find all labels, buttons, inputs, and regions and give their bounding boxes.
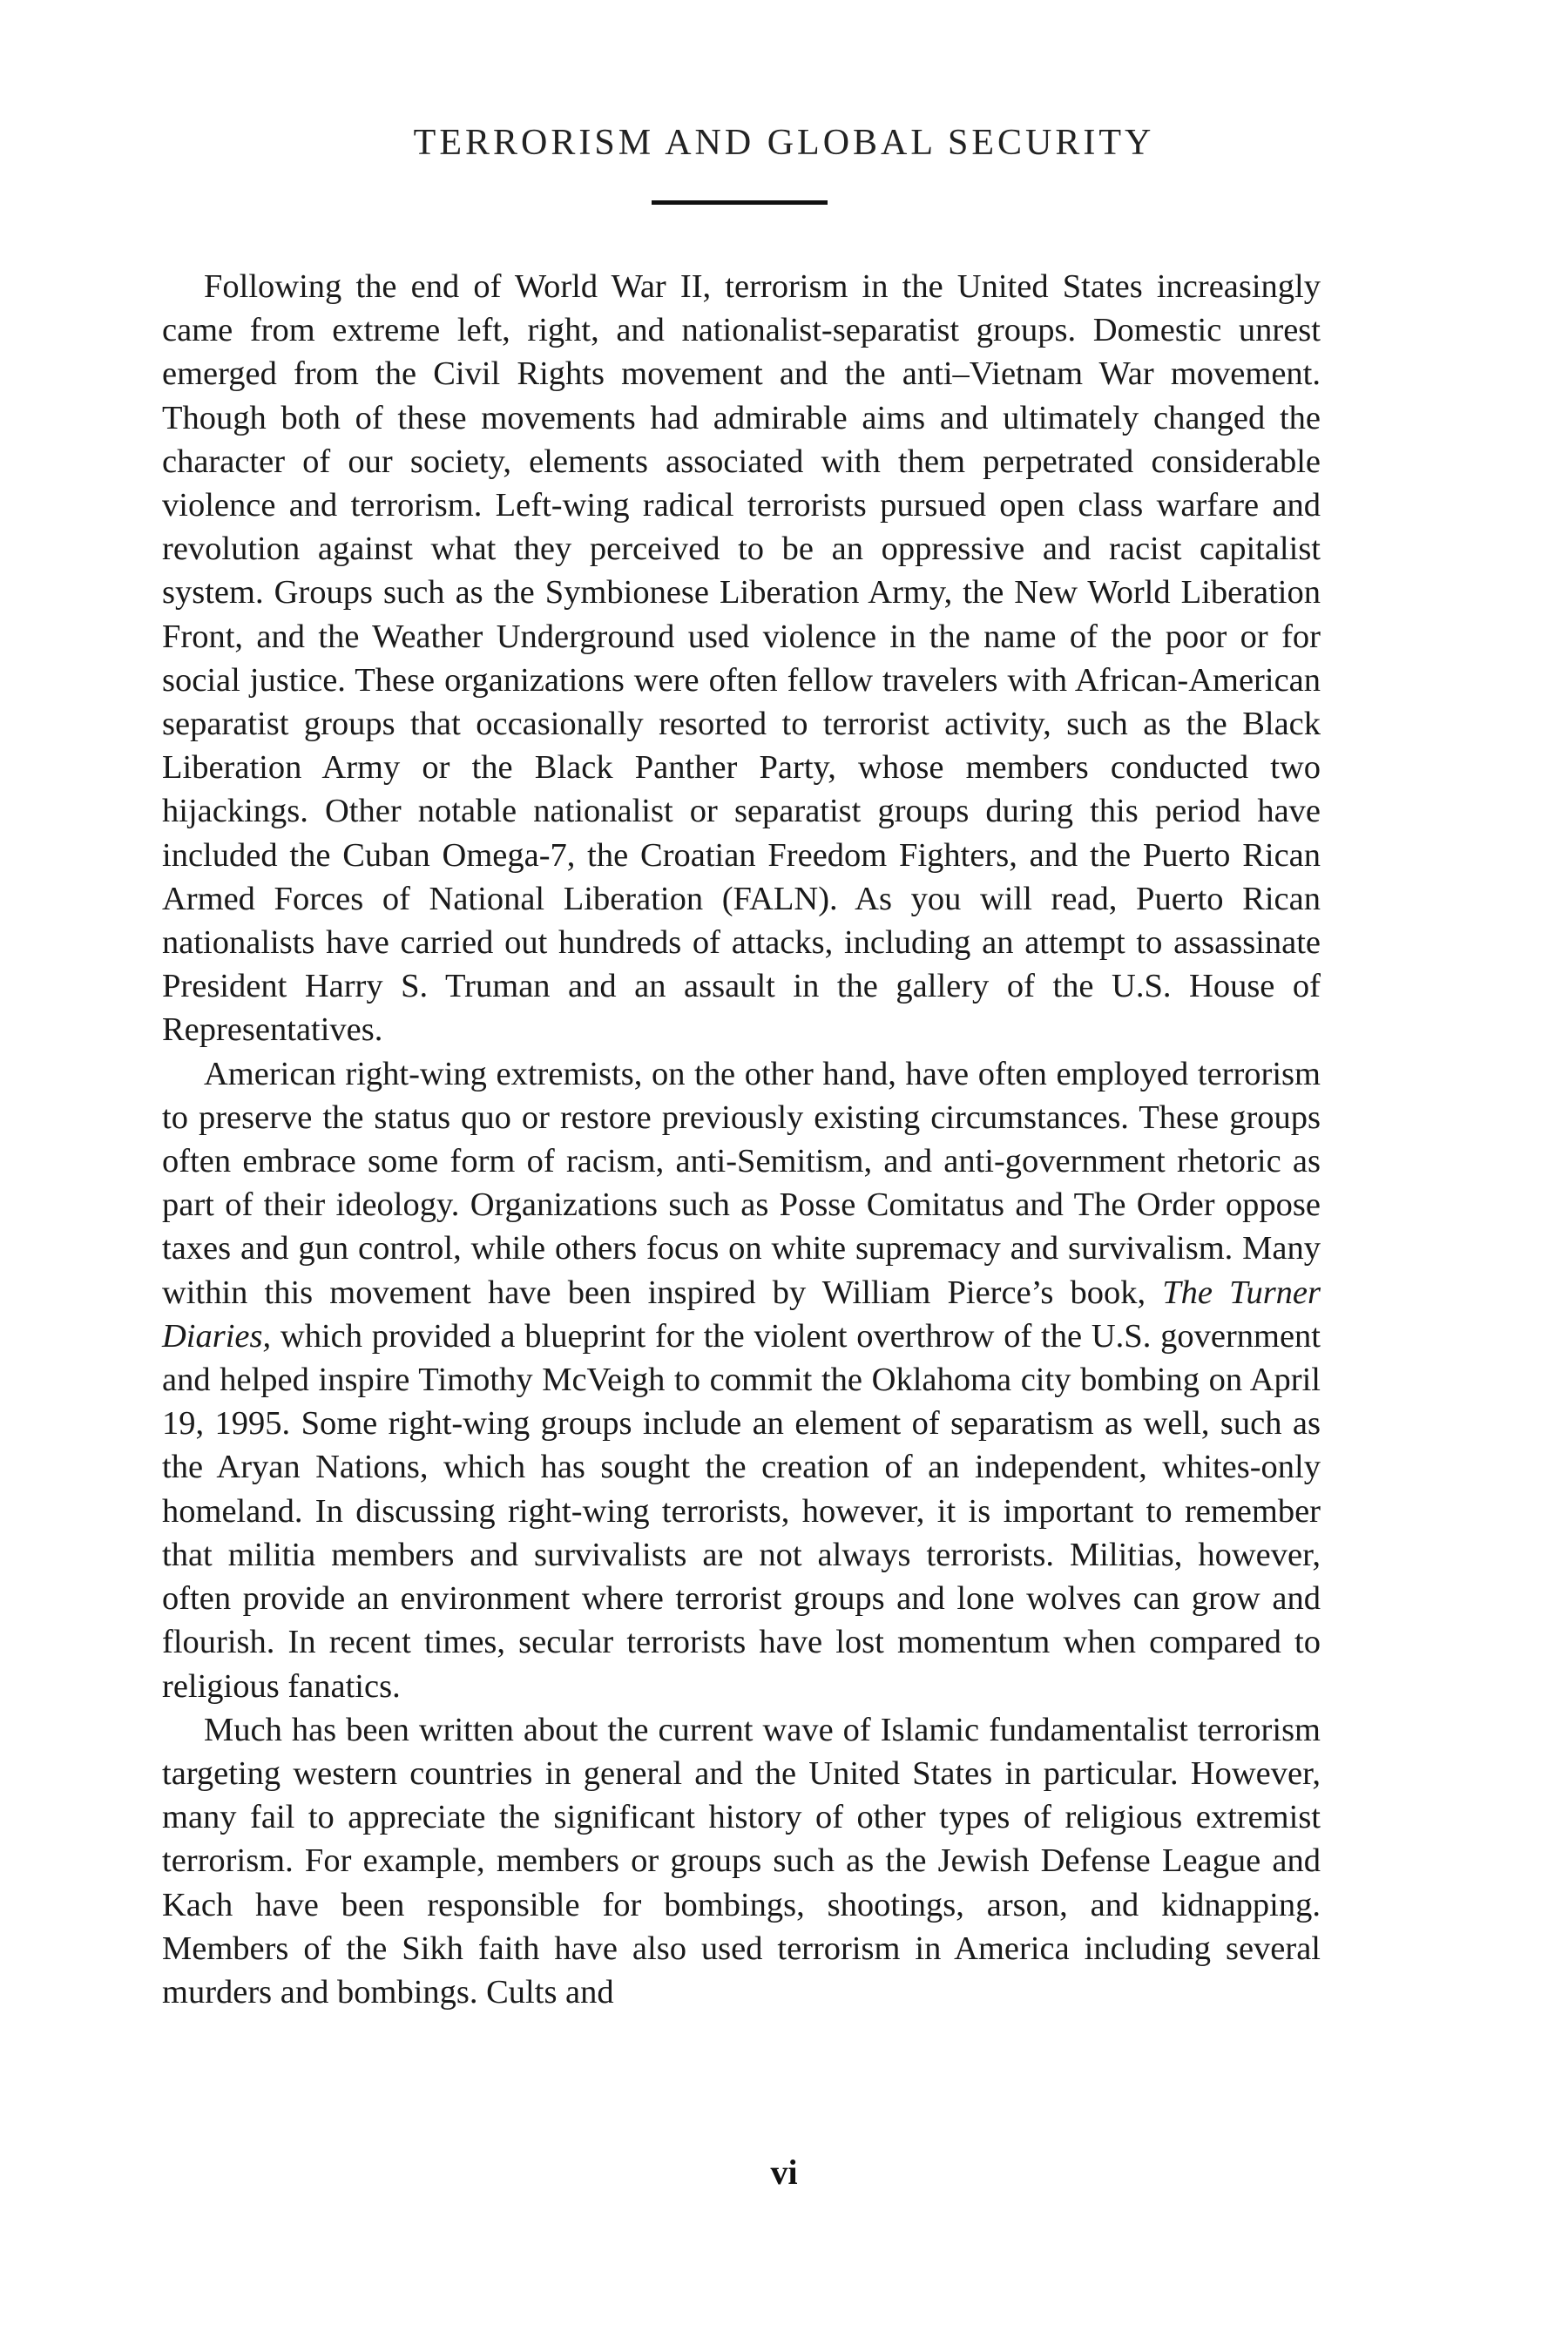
paragraph-2 — [162, 1052, 1321, 1708]
paragraph-1 — [162, 265, 1321, 1052]
paragraph-2-text-before: American right-wing extremists, on the other hand, have often employed terrorism to preserve the status quo or restore previously existing circumstances. These groups often embrace some form of racism, anti-Semitism, and anti-government rhetoric as part of their ideology. Organizations such as Posse Comitatus and The Order oppose taxes and gun control, while others focus on white supremacy and survivalism. Many within this movement have been inspired by William Pierce’s book, — [162, 1055, 1321, 1311]
page-number: vi — [770, 2153, 798, 2192]
paragraph-2-text-after: which provided a blueprint for the violent overthrow of the U.S. government and helped inspire Timothy McVeigh to commit the Oklahoma city bombing on April 19, 1995. Some right-wing groups include an element of separatism as well, such as the Aryan Nations, which has sought the creation of an independent, whites-only homeland. In discussing right-wing terrorists, however, it is important to remember that militia members and survivalists are not always terrorists. Militias, however, often provide an environment where terrorist groups and lone wolves can grow and flourish. In recent times, secular terrorists have lost momentum when compared to religious fanatics. — [162, 1317, 1321, 1705]
body-text — [162, 265, 1321, 2014]
header-rule — [652, 200, 828, 205]
book-title-italic: The Turner Diaries, — [162, 1274, 1321, 1355]
running-head: TERRORISM AND GLOBAL SECURITY — [413, 123, 1155, 163]
paragraph-1-text: Following the end of World War II, terrorism in the United States increasingly came from extreme left, right, and nationalist-separatist groups. Domestic unrest emerged from the Civil Rights movement and the anti–Vietnam War movement. Though both of these movements had admirable aims and ultimately changed the character of our society, elements associated with them perpetrated considerable violence and terrorism. Left-wing radical terrorists pursued open class warfare and revolution against what they perceived to be an oppressive and racist capitalist system. Groups such as the Symbionese Liberation Army, the New World Liberation Front, and the Weather Underground used violence in the name of the poor or for social justice. These organizations were often fellow travelers with African-American separatist groups that occasionally resorted to terrorist activity, such as the Black Liberation Army or the Black Panther Party, whose members conducted two hijackings. Other notable nationalist or separatist groups during this period have included the Cuban Omega-7, the Croatian Freedom Fighters, and the Puerto Rican Armed Forces of National Liberation (FALN). As you will read, Puerto Rican nationalists have carried out hundreds of attacks, including an attempt to assassinate President Harry S. Truman and an assault in the gallery of the U.S. House of Representatives. — [162, 268, 1321, 1049]
paragraph-3 — [162, 1708, 1321, 2014]
paragraph-3-text: Much has been written about the current wave of Islamic fundamentalist terrorism targeting western countries in general and the United States in particular. However, many fail to appreciate the significant history of other types of religious extremist terrorism. For example, members or groups such as the Jewish Defense League and Kach have been responsible for bombings, shootings, arson, and kidnapping. Members of the Sikh faith have also used terrorism in America including several murders and bombings. Cults and — [162, 1711, 1321, 2011]
